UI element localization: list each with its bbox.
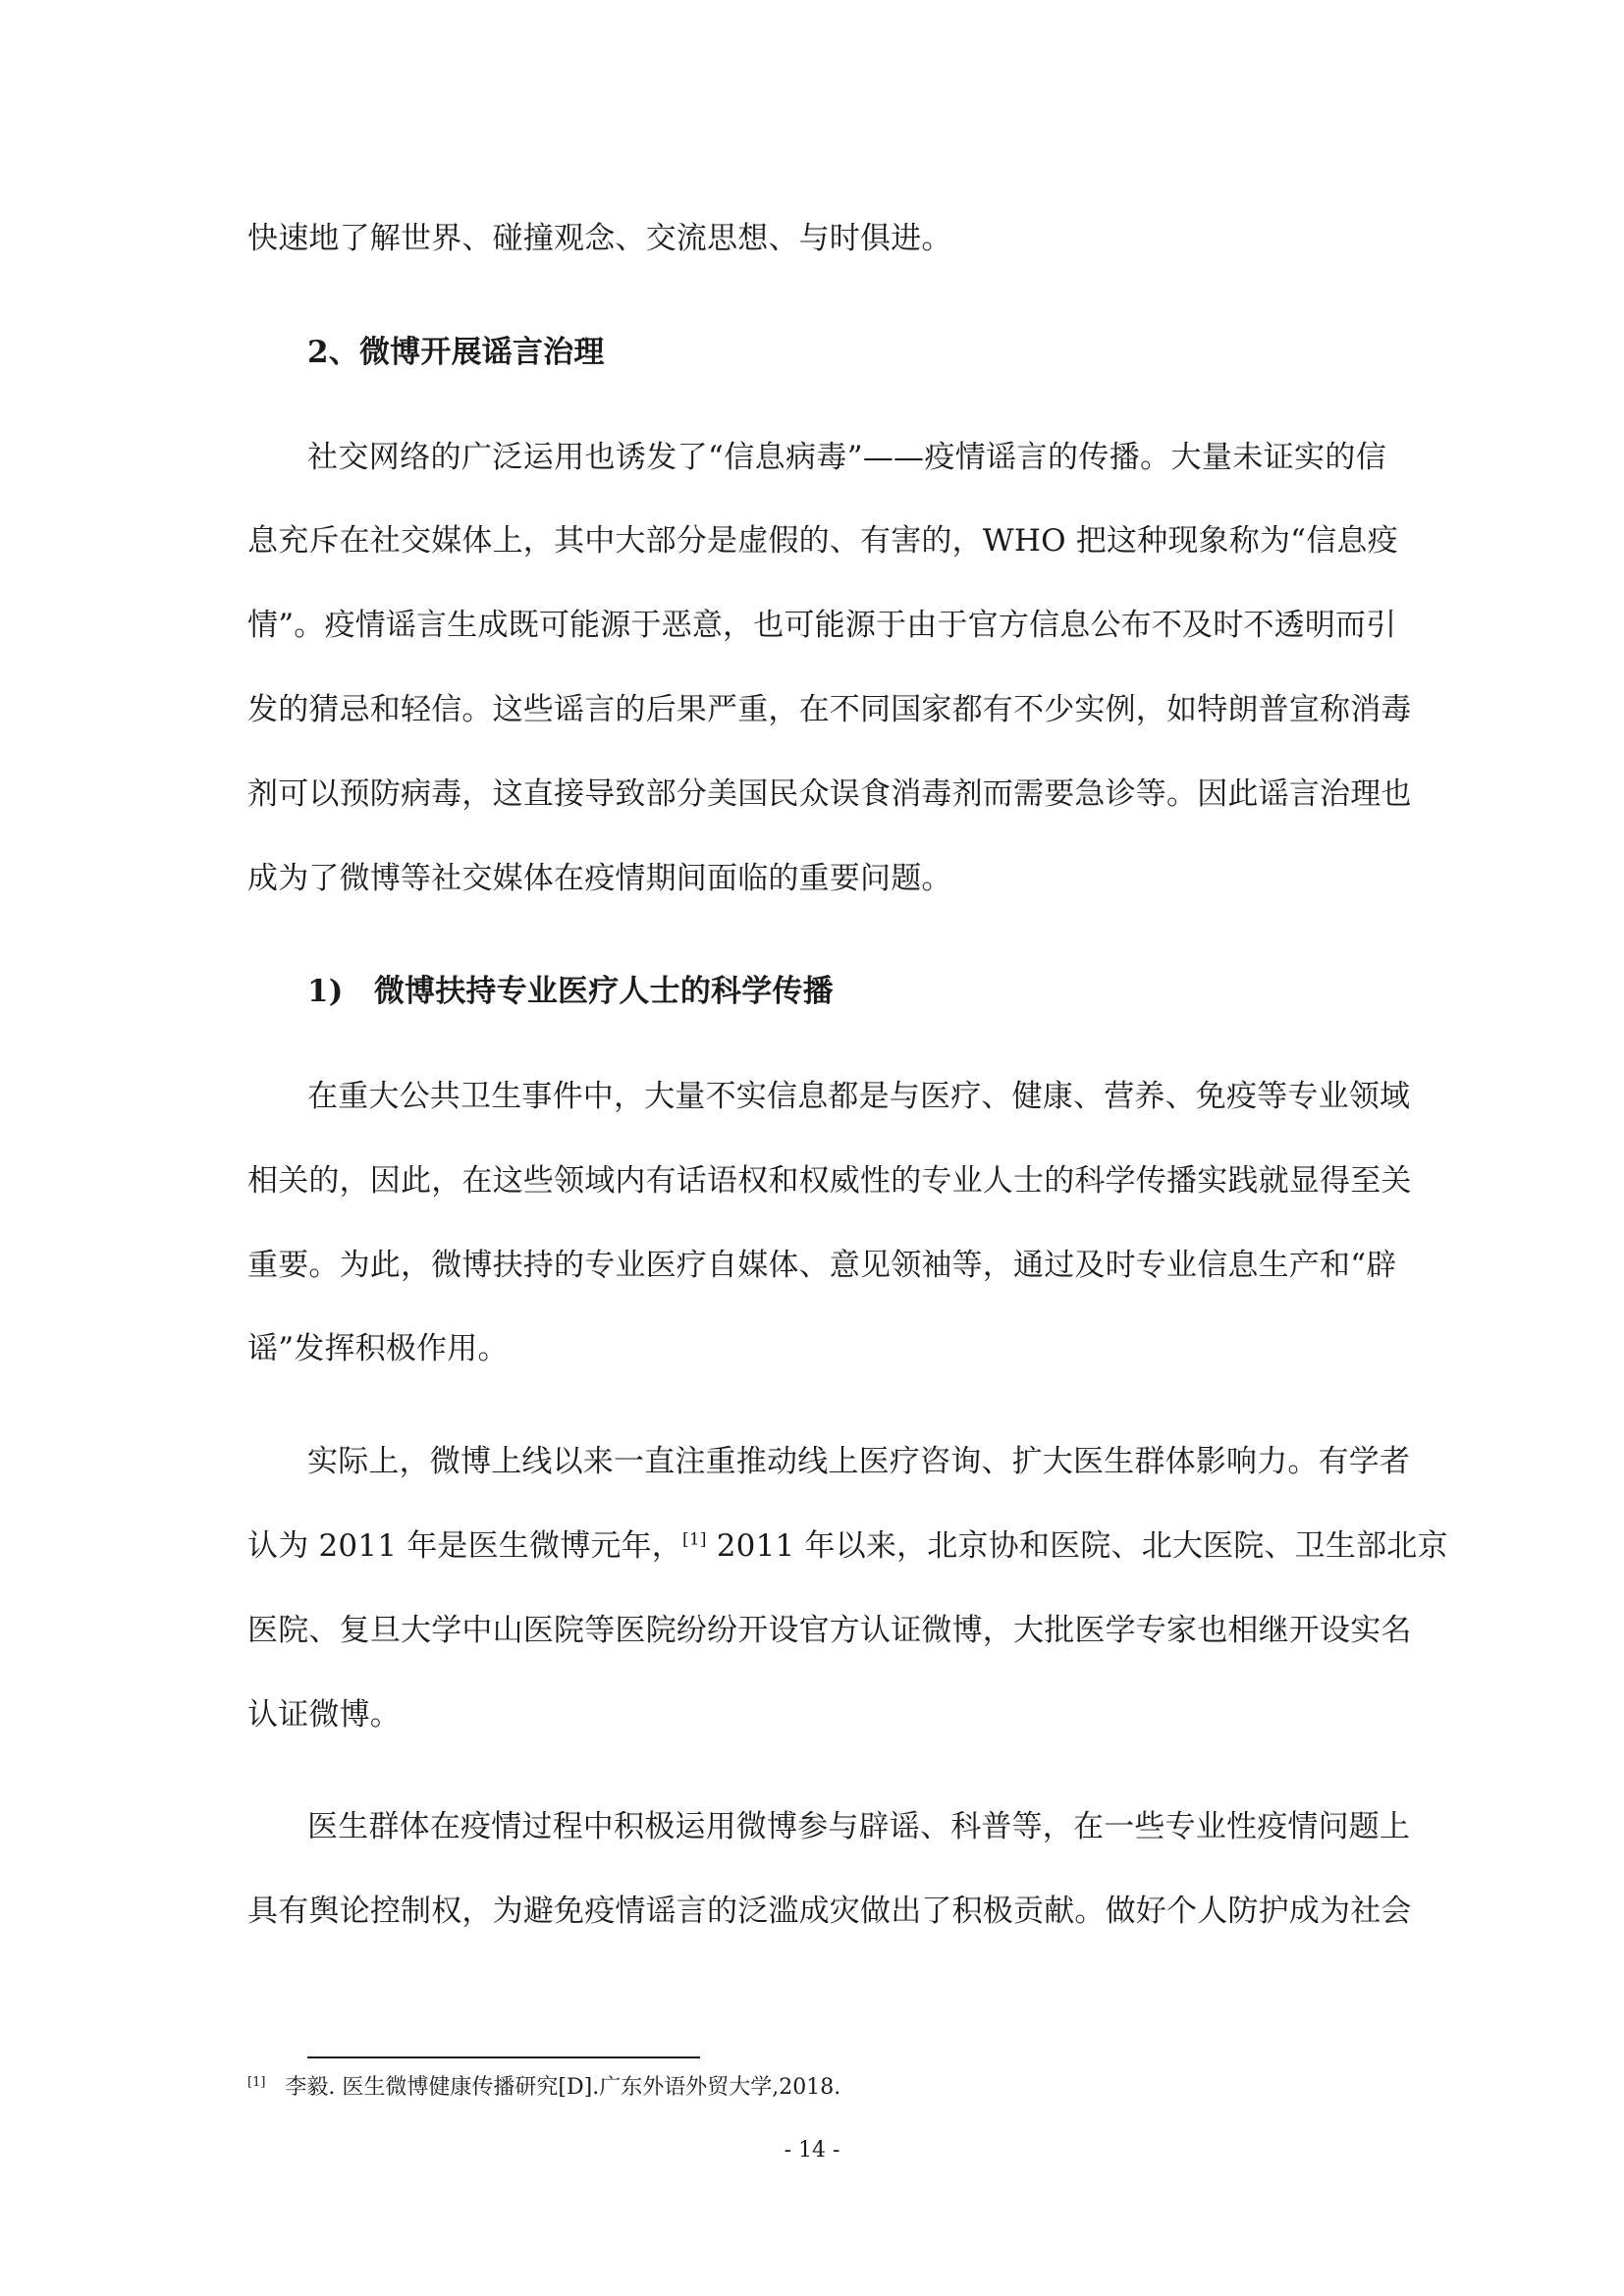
paragraph-line: 息充斥在社交媒体上，其中大部分是虚假的、有害的，WHO 把这种现象称为“信息疫 bbox=[247, 523, 1398, 559]
paragraph-line: 快速地了解世界、碰撞观念、交流思想、与时俱进。 bbox=[247, 221, 952, 256]
paragraph-line: 发的猜忌和轻信。这些谣言的后果严重，在不同国家都有不少实例，如特朗普宣称消毒 bbox=[247, 692, 1412, 727]
footnote-divider bbox=[307, 2056, 700, 2058]
paragraph-line: 实际上，微博上线以来一直注重推动线上医疗咨询、扩大医生群体影响力。有学者 bbox=[307, 1444, 1411, 1479]
paragraph-line: 具有舆论控制权，为避免疫情谣言的泛滥成灾做出了积极贡献。做好个人防护成为社会 bbox=[247, 1894, 1412, 1929]
paragraph-line: 在重大公共卫生事件中，大量不实信息都是与医疗、健康、营养、免疫等专业领域 bbox=[307, 1079, 1411, 1114]
page-number: - 14 - bbox=[784, 2138, 840, 2163]
paragraph-line: 剂可以预防病毒，这直接导致部分美国民众误食消毒剂而需要急诊等。因此谣言治理也 bbox=[247, 776, 1412, 812]
paragraph-line bbox=[247, 1526, 1448, 1566]
footnote-text: 李毅. 医生微博健康传播研究[D].广东外语外贸大学,2018. bbox=[285, 2075, 841, 2100]
paragraph-text: 认为 2011 年是医生微博元年， bbox=[247, 1528, 682, 1564]
paragraph-line: 重要。为此，微博扶持的专业医疗自媒体、意见领袖等，通过及时专业信息生产和“辟 bbox=[247, 1248, 1397, 1283]
paragraph-line: 成为了微博等社交媒体在疫情期间面临的重要问题。 bbox=[247, 861, 952, 896]
footnote-marker: [1] bbox=[247, 2074, 266, 2090]
paragraph-text: 2011 年以来，北京协和医院、北大医院、卫生部北京 bbox=[706, 1528, 1448, 1564]
footnote bbox=[247, 2073, 840, 2103]
paragraph-line: 情”。疫情谣言生成既可能源于恶意，也可能源于由于官方信息公布不及时不透明而引 bbox=[247, 608, 1397, 643]
citation-marker[interactable]: [1] bbox=[682, 1529, 707, 1550]
paragraph-line: 相关的，因此，在这些领域内有话语权和权威性的专业人士的科学传播实践就显得至关 bbox=[247, 1163, 1412, 1199]
paragraph-line: 认证微博。 bbox=[247, 1697, 401, 1733]
paragraph-line: 社交网络的广泛运用也诱发了“信息病毒”——疫情谣言的传播。大量未证实的信 bbox=[307, 440, 1386, 475]
section-heading: 2、微博开展谣言治理 bbox=[307, 335, 605, 370]
paragraph-line: 谣”发挥积极作用。 bbox=[247, 1331, 509, 1366]
paragraph-line: 医生群体在疫情过程中积极运用微博参与辟谣、科普等，在一些专业性疫情问题上 bbox=[307, 1809, 1411, 1844]
subsection-heading: 1) 微博扶持专业医疗人士的科学传播 bbox=[307, 974, 834, 1009]
paragraph-line: 医院、复旦大学中山医院等医院纷纷开设官方认证微博，大批医学专家也相继开设实名 bbox=[247, 1613, 1412, 1648]
